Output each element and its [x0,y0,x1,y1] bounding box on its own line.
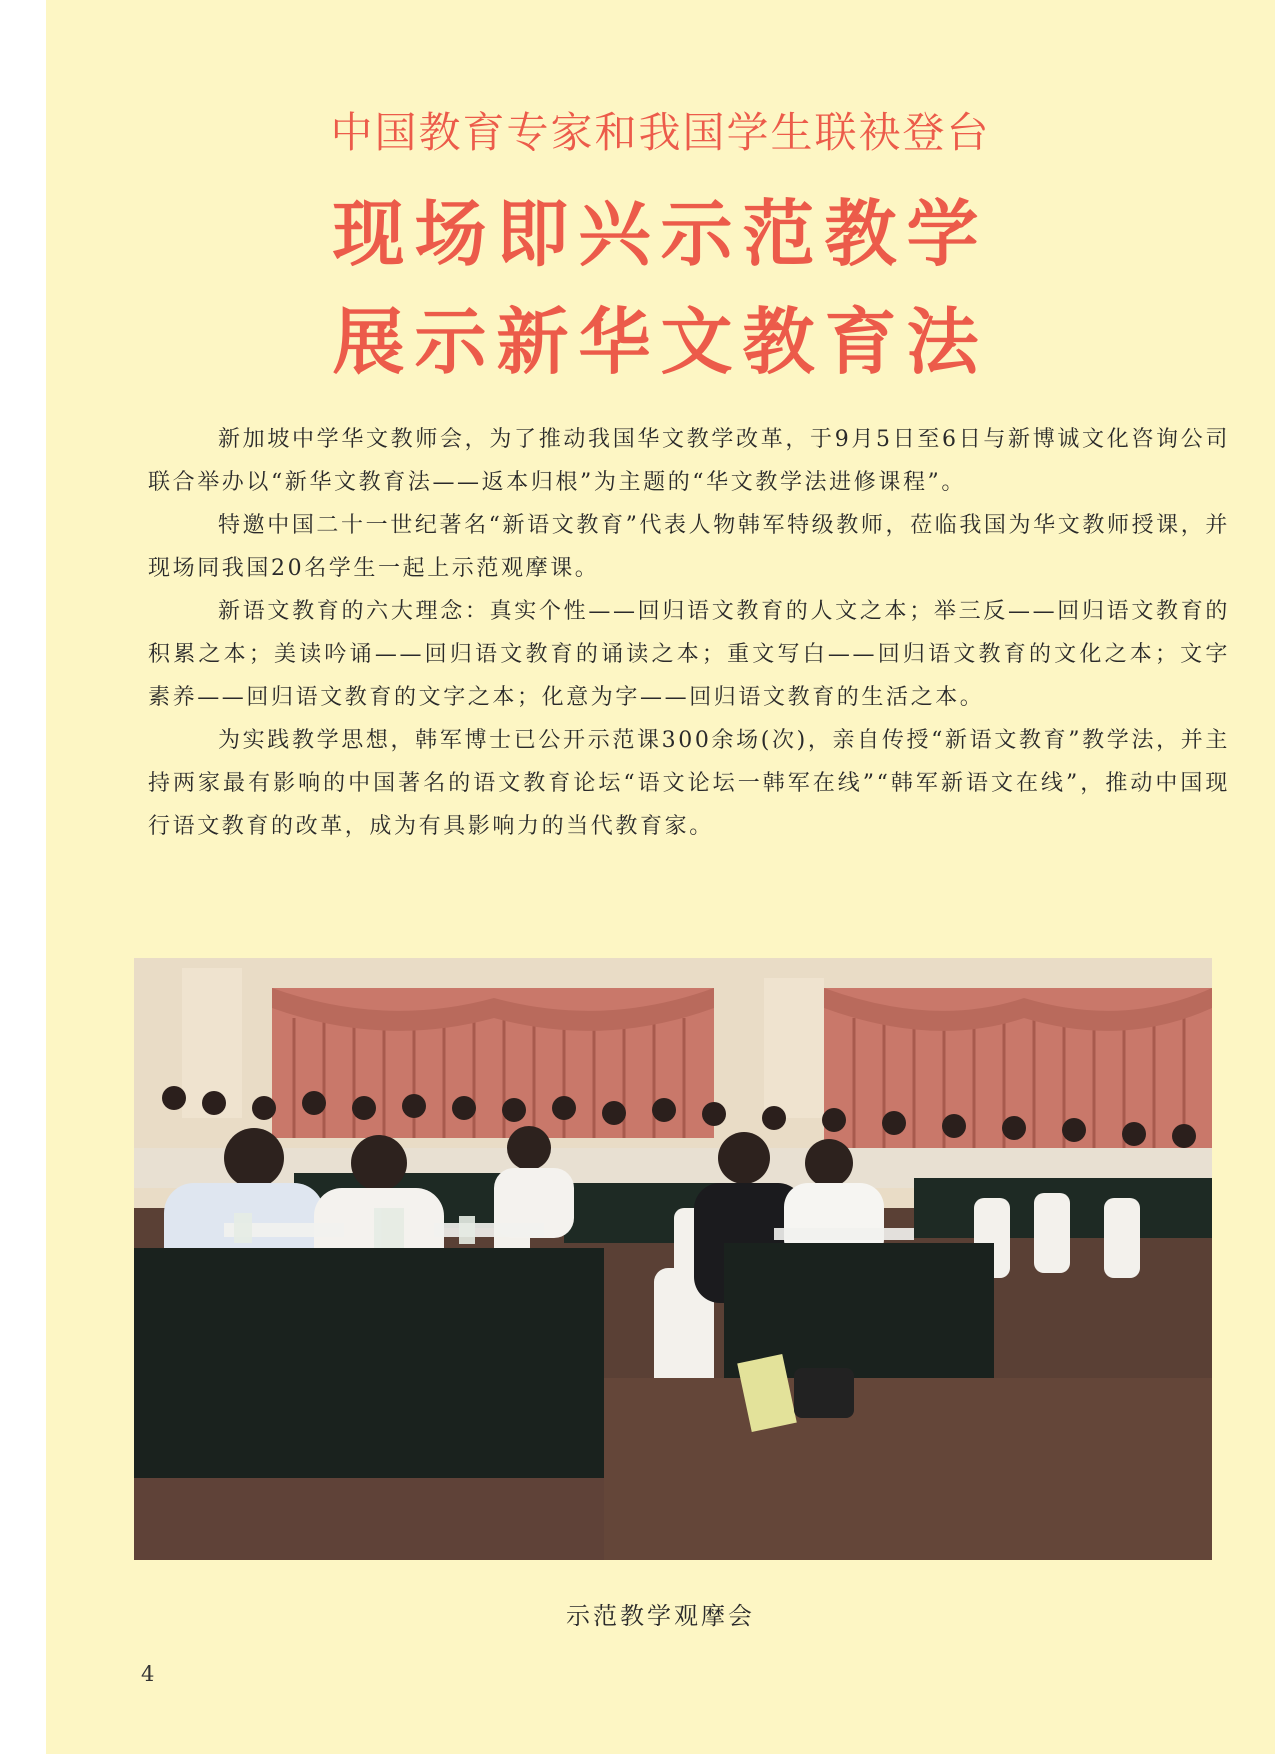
article-paragraph: 新语文教育的六大理念：真实个性——回归语文教育的人文之本；举三反——回归语文教育的积累之本；美读吟诵——回归语文教育的诵读之本；重文写白——回归语文教育的文化之本；文字素养——回归语文教育的文字之本；化意为字——回归语文教育的生活之本。 [148,599,1230,710]
photo-caption: 示范教学观摩会 [566,1602,755,1630]
seminar-photo [134,958,1212,1560]
article-paragraph: 特邀中国二十一世纪著名“新语文教育”代表人物韩军特级教师，莅临我国为华文教师授课，并现场同我国20名学生一起上示范观摩课。 [148,513,1230,581]
article-title-line-1: 现场即兴示范教学 [332,192,989,276]
article-paragraph: 新加坡中学华文教师会，为了推动我国华文教学改革，于9月5日至6日与新博诚文化咨询公司联合举办以“新华文教育法——返本归根”为主题的“华文教学法进修课程”。 [148,427,1230,495]
article-title-line-2: 展示新华文教育法 [332,300,989,384]
page-number: 4 [141,1662,155,1686]
magazine-page [46,0,1275,1754]
article-body [148,418,1230,848]
article-subtitle: 中国教育专家和我国学生联袂登台 [330,108,991,157]
article-paragraph: 为实践教学思想，韩军博士已公开示范课300余场(次)，亲自传授“新语文教育”教学法，并主持两家最有影响的中国著名的语文教育论坛“语文论坛一韩军在线”“韩军新语文在线”，推动中国现行语文教育的改革，成为有具影响力的当代教育家。 [148,728,1230,839]
